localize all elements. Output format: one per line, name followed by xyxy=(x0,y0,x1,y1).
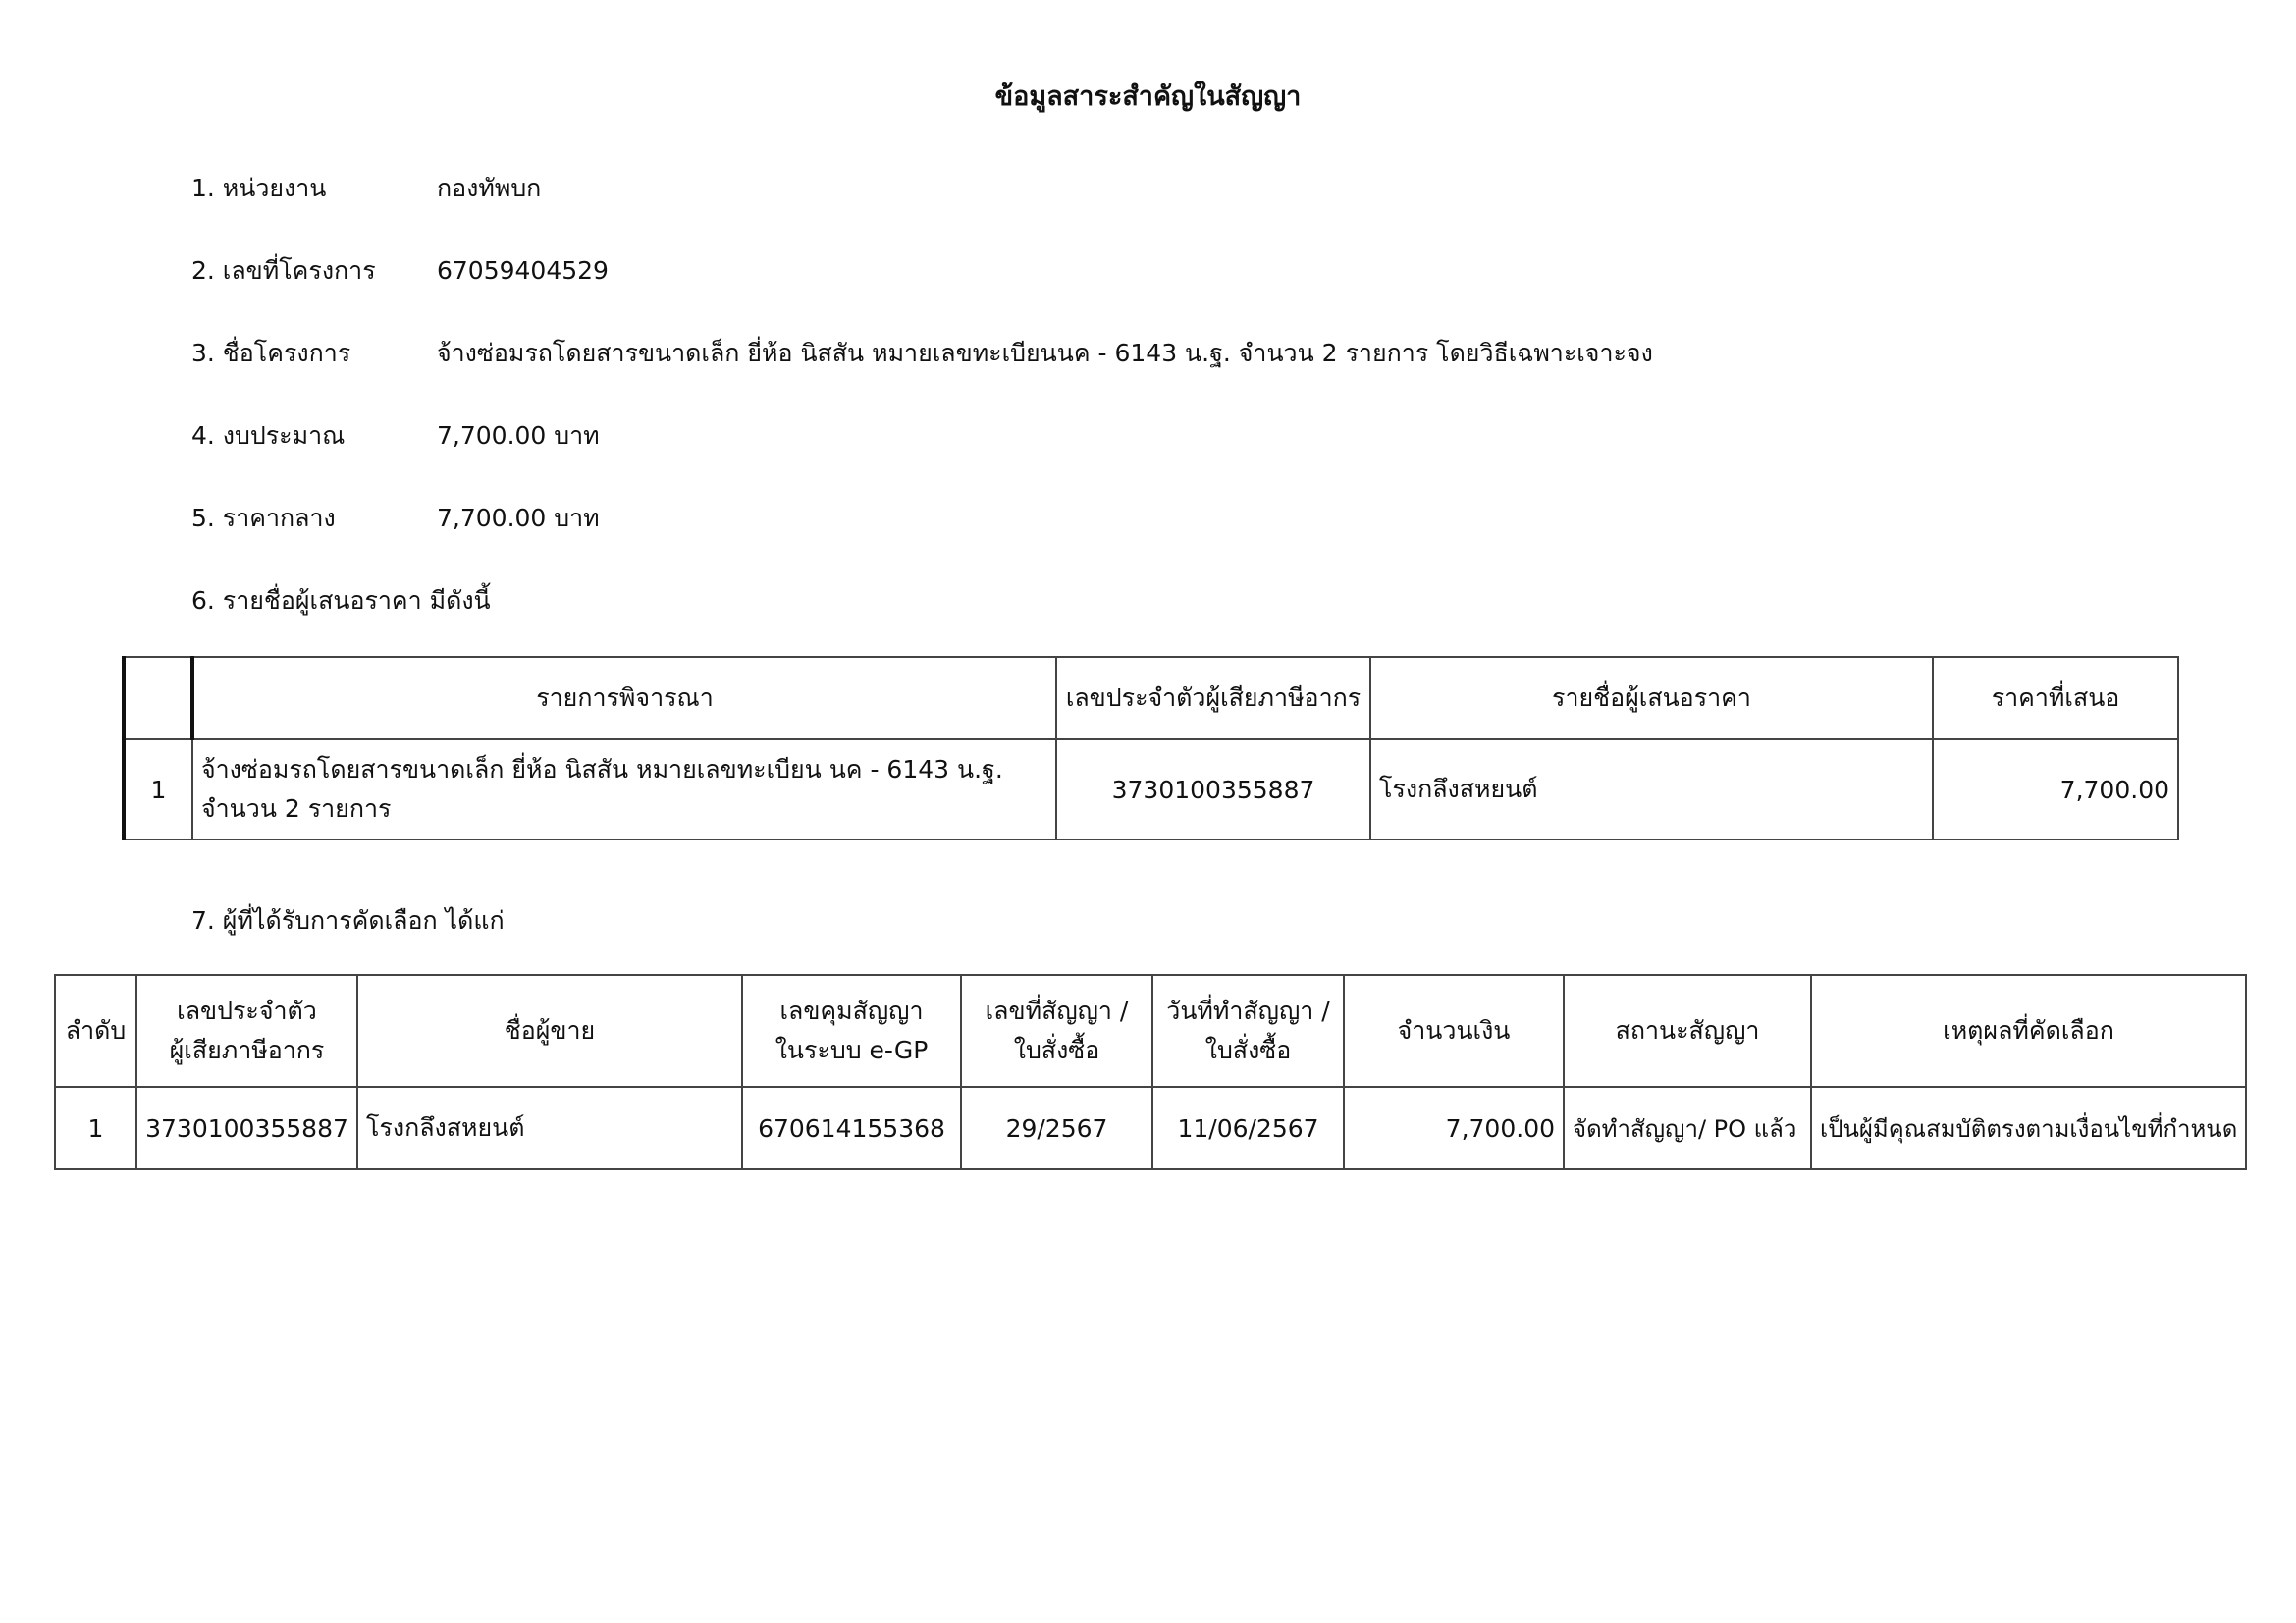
header-cell: ชื่อผู้ขาย xyxy=(357,975,742,1087)
info-row-project-number xyxy=(191,251,609,291)
header-cell: เลขประจำตัวผู้เสียภาษีอากร xyxy=(1056,657,1370,739)
item-description xyxy=(192,739,1056,839)
header-cell: จำนวนเงิน xyxy=(1344,975,1564,1087)
header-cell: เลขประจำตัว ผู้เสียภาษีอากร xyxy=(136,975,357,1087)
contract-number: 29/2567 xyxy=(961,1087,1152,1169)
header-cell: วันที่ทำสัญญา / ใบสั่งซื้อ xyxy=(1152,975,1344,1087)
header-cell: เลขคุมสัญญา ในระบบ e-GP xyxy=(742,975,961,1087)
bid-price: 7,700.00 xyxy=(1933,739,2178,839)
selected-vendor-table xyxy=(54,974,2247,1170)
bidders-table xyxy=(122,656,2179,840)
selection-reason: เป็นผู้มีคุณสมบัติตรงตามเงื่อนไขที่กำหนด xyxy=(1811,1087,2246,1169)
header-cell: สถานะสัญญา xyxy=(1564,975,1811,1087)
header-cell: ราคาที่เสนอ xyxy=(1933,657,2178,739)
info-value: กองทัพบก xyxy=(437,174,542,202)
info-row-agency xyxy=(191,169,541,208)
bidders-header-row xyxy=(124,657,2178,739)
document-title: ข้อมูลสาระสำคัญในสัญญา xyxy=(994,81,1302,112)
table-row xyxy=(124,739,2178,839)
egp-control-number: 670614155368 xyxy=(742,1087,961,1169)
info-label: 2. เลขที่โครงการ xyxy=(191,256,376,285)
item-description-line2: จำนวน 2 รายการ xyxy=(201,794,392,823)
info-row-budget xyxy=(191,416,600,456)
bidder-name: โรงกลึงสหยนต์ xyxy=(1370,739,1933,839)
tax-id: 3730100355887 xyxy=(1056,739,1370,839)
tax-id: 3730100355887 xyxy=(136,1087,357,1169)
section6-heading: 6. รายชื่อผู้เสนอราคา มีดังนี้ xyxy=(191,586,491,615)
header-cell: รายชื่อผู้เสนอราคา xyxy=(1370,657,1933,739)
info-value: 7,700.00 บาท xyxy=(437,421,600,450)
info-label: 5. ราคากลาง xyxy=(191,504,336,532)
row-number: 1 xyxy=(55,1087,136,1169)
info-label: 4. งบประมาณ xyxy=(191,421,346,450)
header-cell: เลขที่สัญญา / ใบสั่งซื้อ xyxy=(961,975,1152,1087)
info-label: 3. ชื่อโครงการ xyxy=(191,339,351,367)
info-row-median-price xyxy=(191,499,600,538)
item-description-line1: จ้างซ่อมรถโดยสารขนาดเล็ก ยี่ห้อ นิสสัน หมายเลขทะเบียน นค - 6143 น.ฐ. xyxy=(201,755,1003,784)
contract-status: จัดทำสัญญา/ PO แล้ว xyxy=(1564,1087,1811,1169)
vendor-name: โรงกลึงสหยนต์ xyxy=(357,1087,742,1169)
header-cell: รายการพิจารณา xyxy=(192,657,1056,739)
info-row-project-name xyxy=(191,334,1653,373)
info-label: 1. หน่วยงาน xyxy=(191,174,327,202)
contract-amount: 7,700.00 xyxy=(1344,1087,1564,1169)
contract-date: 11/06/2567 xyxy=(1152,1087,1344,1169)
table-row xyxy=(55,1087,2246,1169)
header-cell: ลำดับ xyxy=(55,975,136,1087)
header-cell: เหตุผลที่คัดเลือก xyxy=(1811,975,2246,1087)
info-value: 67059404529 xyxy=(437,256,609,285)
header-cell xyxy=(124,657,192,739)
info-value: 7,700.00 บาท xyxy=(437,504,600,532)
row-number: 1 xyxy=(124,739,192,839)
section7-heading: 7. ผู้ที่ได้รับการคัดเลือก ได้แก่ xyxy=(191,906,505,935)
selected-header-row xyxy=(55,975,2246,1087)
info-value: จ้างซ่อมรถโดยสารขนาดเล็ก ยี่ห้อ นิสสัน หมายเลขทะเบียนนค - 6143 น.ฐ. จำนวน 2 รายการ โดยวิธีเฉพาะเจาะจง xyxy=(437,339,1653,367)
